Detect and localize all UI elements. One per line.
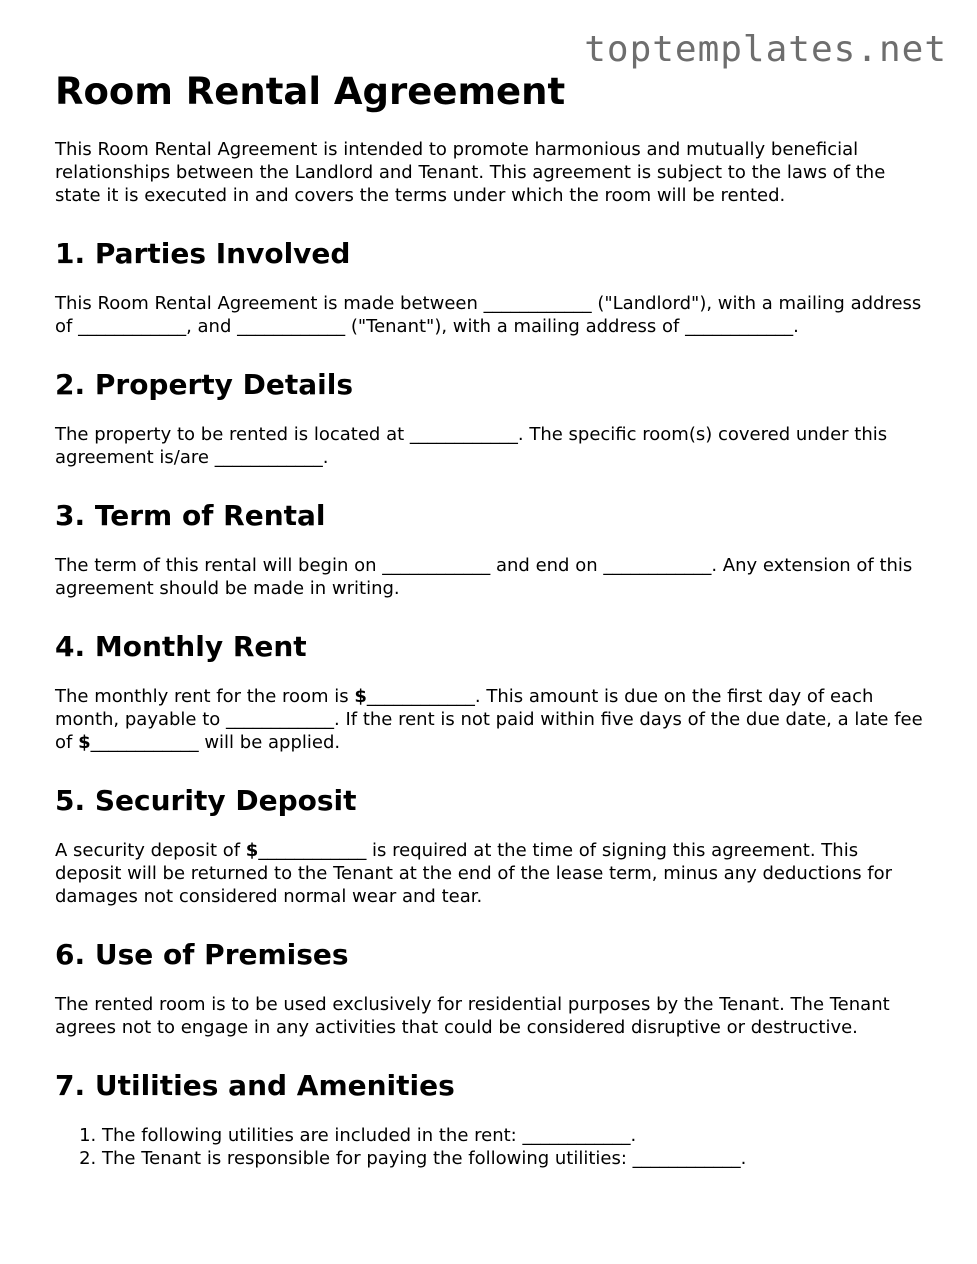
blank-line: ____________ bbox=[78, 316, 187, 337]
blank-line: ____________ bbox=[685, 316, 794, 337]
premises-paragraph: The rented room is to be used exclusively for residential purposes by the Tenant. The Tenant agrees not to engage in any activities that could be considered disruptive or destructive. bbox=[55, 994, 890, 1038]
text-run: This Room Rental Agreement is made between bbox=[55, 293, 484, 314]
blank-line: ____________ bbox=[603, 555, 712, 576]
section-heading-term: 3. Term of Rental bbox=[55, 499, 326, 532]
document-body bbox=[55, 68, 925, 1170]
blank-line: ____________ bbox=[522, 1125, 631, 1146]
watermark: toptemplates.net bbox=[584, 29, 947, 70]
text-run: . bbox=[740, 1148, 747, 1169]
text-run: . If the rent is not paid within five days of the due date, a late fee of bbox=[55, 709, 923, 753]
rent-paragraph bbox=[55, 685, 925, 754]
text-run: . bbox=[793, 316, 799, 337]
text-run: . Any extension of this agreement should be made in writing. bbox=[55, 555, 913, 599]
text-run: The property to be rented is located at bbox=[55, 424, 410, 445]
section-heading-premises: 6. Use of Premises bbox=[55, 938, 349, 971]
document-title: Room Rental Agreement bbox=[55, 70, 566, 113]
text-run: . This amount is due on the first day of each month, payable to bbox=[55, 686, 874, 730]
text-run: . The specific room(s) covered under this agreement is/are bbox=[55, 424, 888, 468]
dollar-sign: $ bbox=[78, 732, 91, 753]
blank-line: ____________ bbox=[366, 686, 475, 707]
blank-line: ____________ bbox=[226, 709, 335, 730]
text-run: The Tenant is responsible for paying the following utilities: bbox=[102, 1148, 633, 1169]
blank-line: ____________ bbox=[483, 293, 592, 314]
parties-paragraph bbox=[55, 292, 925, 338]
text-run: . bbox=[630, 1125, 637, 1146]
blank-line: ____________ bbox=[409, 424, 518, 445]
property-paragraph bbox=[55, 423, 925, 469]
text-run: will be applied. bbox=[198, 732, 341, 753]
section-heading-property: 2. Property Details bbox=[55, 368, 354, 401]
term-paragraph bbox=[55, 554, 925, 600]
text-run: , and bbox=[186, 316, 238, 337]
intro-paragraph: This Room Rental Agreement is intended to promote harmonious and mutually beneficial relationships between the Landlord and Tenant. This agreement is subject to the laws of the state it is executed in and covers the terms under which the room will be rented. bbox=[55, 139, 886, 206]
text-run: ("Tenant"), with a mailing address of bbox=[345, 316, 686, 337]
section-heading-parties: 1. Parties Involved bbox=[55, 237, 351, 270]
text-run: . bbox=[322, 447, 329, 468]
list-item bbox=[102, 1147, 925, 1170]
section-heading-utilities: 7. Utilities and Amenities bbox=[55, 1069, 455, 1102]
text-run: The following utilities are included in the rent: bbox=[102, 1125, 523, 1146]
deposit-paragraph bbox=[55, 839, 925, 908]
dollar-sign: $ bbox=[245, 840, 259, 861]
section-heading-deposit: 5. Security Deposit bbox=[55, 784, 357, 817]
text-run: The term of this rental will begin on bbox=[55, 555, 383, 576]
text-run: and end on bbox=[490, 555, 604, 576]
blank-line: ____________ bbox=[258, 840, 367, 861]
blank-line: ____________ bbox=[237, 316, 346, 337]
text-run: The monthly rent for the room is bbox=[55, 686, 355, 707]
utilities-list bbox=[55, 1124, 925, 1170]
blank-line: ____________ bbox=[214, 447, 323, 468]
dollar-sign: $ bbox=[354, 686, 367, 707]
blank-line: ____________ bbox=[382, 555, 491, 576]
blank-line: ____________ bbox=[90, 732, 199, 753]
text-run: A security deposit of bbox=[55, 840, 246, 861]
list-item bbox=[102, 1124, 925, 1147]
blank-line: ____________ bbox=[632, 1148, 741, 1169]
section-heading-rent: 4. Monthly Rent bbox=[55, 630, 307, 663]
text-run: is required at the time of signing this agreement. This deposit will be returned to the Tenant at the end of the lease term, minus any deductions for damages not considered normal wear and tear. bbox=[55, 840, 893, 907]
text-run: ("Landlord"), with a mailing address of bbox=[55, 293, 922, 337]
